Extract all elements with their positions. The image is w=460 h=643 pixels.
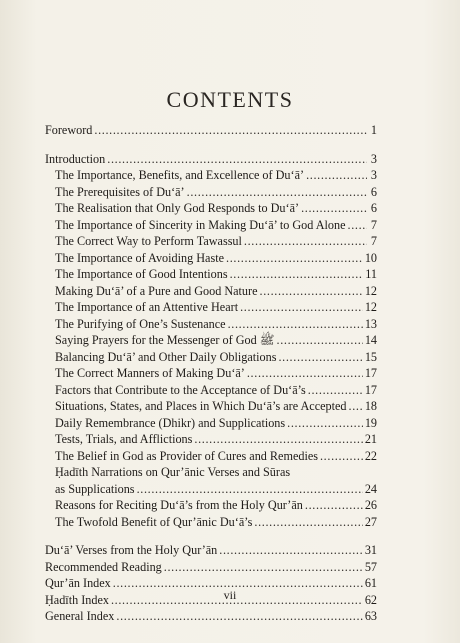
- toc-entry-label: Situations, States, and Places in Which Du‘ā’s are Accepted: [55, 399, 347, 413]
- toc-entry-page: 12: [364, 300, 377, 314]
- toc-entry-label: The Importance, Benefits, and Excellence of Du‘ā’: [55, 168, 305, 182]
- toc-entry-page: 21: [364, 432, 377, 446]
- dot-leader: [247, 365, 363, 382]
- toc-entry: [45, 382, 377, 399]
- toc-entry-page: 62: [364, 592, 377, 607]
- toc-entry: [45, 514, 377, 531]
- toc-entry-page: 61: [364, 576, 377, 590]
- toc-entry-label: The Importance of an Attentive Heart: [55, 300, 239, 314]
- dot-leader: [228, 316, 363, 333]
- toc-entry-label: The Realisation that Only God Responds to Du‘ā’: [55, 201, 300, 215]
- toc-entry-label: Reasons for Reciting Du‘ā’s from the Holy Qur’ān: [55, 498, 303, 512]
- back-matter-entries: [45, 542, 377, 625]
- dot-leader: [287, 415, 363, 432]
- section-gap: [45, 139, 377, 151]
- table-of-contents: [45, 122, 377, 625]
- toc-entry-page: 26: [364, 498, 377, 512]
- toc-entry-label: Qur’ān Index: [45, 576, 111, 590]
- toc-entry: [45, 542, 377, 559]
- dot-leader: [306, 167, 367, 184]
- toc-entry: [45, 316, 377, 333]
- toc-entry: [45, 431, 377, 448]
- toc-entry: [45, 608, 377, 625]
- toc-entry-page: 57: [364, 559, 377, 574]
- dot-leader: [137, 481, 363, 498]
- dot-leader: [260, 283, 363, 300]
- dot-leader: [277, 332, 363, 349]
- toc-entry: [45, 559, 377, 576]
- toc-entry: [45, 233, 377, 250]
- toc-entry-label: Du‘ā’ Verses from the Holy Qur’ān: [45, 543, 218, 557]
- dot-leader: [107, 151, 367, 168]
- toc-entry-label: The Importance of Good Intentions: [55, 267, 228, 281]
- toc-entry-page: 27: [364, 514, 377, 529]
- toc-entry-page: 19: [364, 415, 377, 430]
- dot-leader: [164, 559, 363, 576]
- toc-entry-label: Foreword: [45, 123, 93, 137]
- dot-leader: [254, 514, 362, 531]
- toc-entry-label: Tests, Trials, and Afflictions: [55, 432, 193, 446]
- toc-entry-page: 1: [370, 123, 377, 137]
- dot-leader: [320, 448, 363, 465]
- dot-leader: [301, 200, 367, 217]
- toc-entry-label: as Supplications: [55, 481, 135, 496]
- dot-leader: [349, 398, 363, 415]
- toc-entry-label: Saying Prayers for the Messenger of God ﷺ: [55, 333, 275, 347]
- toc-entry-page: 15: [364, 349, 377, 364]
- toc-entry-page: 24: [364, 481, 377, 496]
- toc-entry-page: 13: [364, 316, 377, 331]
- toc-entry-page: 18: [364, 399, 377, 413]
- toc-entry: [45, 299, 377, 316]
- toc-entry-label: General Index: [45, 609, 115, 623]
- toc-entry: [45, 184, 377, 201]
- toc-entry: [45, 464, 377, 481]
- toc-entry: [45, 497, 377, 514]
- toc-entry-label: Recommended Reading: [45, 559, 162, 574]
- toc-entry-label: The Importance of Sincerity in Making Du‘ā’ to God Alone: [55, 217, 346, 232]
- toc-entry-label: The Belief in God as Provider of Cures and Remedies: [55, 448, 318, 463]
- toc-entry-label: The Prerequisites of Du‘ā’: [55, 184, 185, 199]
- page-title: CONTENTS: [166, 87, 294, 112]
- toc-entry-page: 7: [370, 217, 377, 232]
- toc-entry-page: 11: [365, 267, 377, 281]
- dot-leader: [308, 382, 363, 399]
- toc-entry: [45, 365, 377, 382]
- toc-entry-page: 3: [370, 168, 377, 182]
- section-gap: [45, 530, 377, 542]
- toc-entry: [45, 398, 377, 415]
- toc-entry-label: The Importance of Avoiding Haste: [55, 250, 224, 265]
- dot-leader: [305, 497, 363, 514]
- toc-entry: [45, 200, 377, 217]
- dot-leader: [278, 349, 362, 366]
- toc-entry: [45, 481, 377, 498]
- dot-leader: [194, 431, 362, 448]
- toc-entry-page: 10: [364, 250, 377, 265]
- toc-entry-page: 63: [364, 609, 377, 623]
- toc-entry-page: 6: [370, 201, 377, 215]
- page-number: vii: [223, 588, 237, 602]
- toc-entry-page: 6: [370, 184, 377, 199]
- toc-entry-page: 31: [364, 543, 377, 557]
- toc-entry: [45, 332, 377, 349]
- toc-entry: [45, 283, 377, 300]
- toc-entry-page: 17: [364, 382, 377, 397]
- toc-entry-label: The Correct Way to Perform Tawassul: [55, 234, 242, 248]
- toc-entry-label: Making Du‘ā’ of a Pure and Good Nature: [55, 283, 258, 298]
- dot-leader: [348, 217, 367, 234]
- toc-entry-label: Balancing Du‘ā’ and Other Daily Obligations: [55, 349, 277, 364]
- toc-entry-page: 17: [364, 366, 377, 380]
- dot-leader: [244, 233, 367, 250]
- toc-entry-page: 14: [364, 333, 377, 347]
- toc-entry: [45, 167, 377, 184]
- toc-entry: [45, 266, 377, 283]
- toc-entry-page: 12: [364, 283, 377, 298]
- introduction-subentries: [45, 167, 377, 530]
- toc-entry-label: Factors that Contribute to the Acceptance of Du‘ā’s: [55, 382, 306, 397]
- toc-entry-label: The Correct Manners of Making Du‘ā’: [55, 366, 245, 380]
- toc-entry: [45, 448, 377, 465]
- toc-entry-page: 22: [364, 448, 377, 463]
- toc-entry-label: Introduction: [45, 151, 106, 166]
- toc-entry-page: 7: [370, 234, 377, 248]
- toc-entry-label: The Purifying of One’s Sustenance: [55, 316, 226, 331]
- toc-entry-page: 3: [370, 151, 377, 166]
- toc-entry: [45, 217, 377, 234]
- dot-leader: [116, 608, 362, 625]
- toc-entry-label: Daily Remembrance (Dhikr) and Supplications: [55, 415, 286, 430]
- dot-leader: [240, 299, 363, 316]
- toc-entry-label: Ḥadīth Index: [45, 592, 109, 607]
- dot-leader: [187, 184, 367, 201]
- toc-entry: [45, 415, 377, 432]
- dot-leader: [94, 122, 367, 139]
- dot-leader: [226, 250, 363, 267]
- toc-entry-introduction: [45, 151, 377, 168]
- dot-leader: [230, 266, 364, 283]
- toc-entry-foreword: [45, 122, 377, 139]
- toc-entry-label: The Twofold Benefit of Qur’ānic Du‘ā’s: [55, 514, 253, 529]
- toc-entry: [45, 349, 377, 366]
- toc-entry-label: Ḥadīth Narrations on Qur’ānic Verses and Sūras: [55, 465, 291, 479]
- toc-entry: [45, 250, 377, 267]
- dot-leader: [219, 542, 363, 559]
